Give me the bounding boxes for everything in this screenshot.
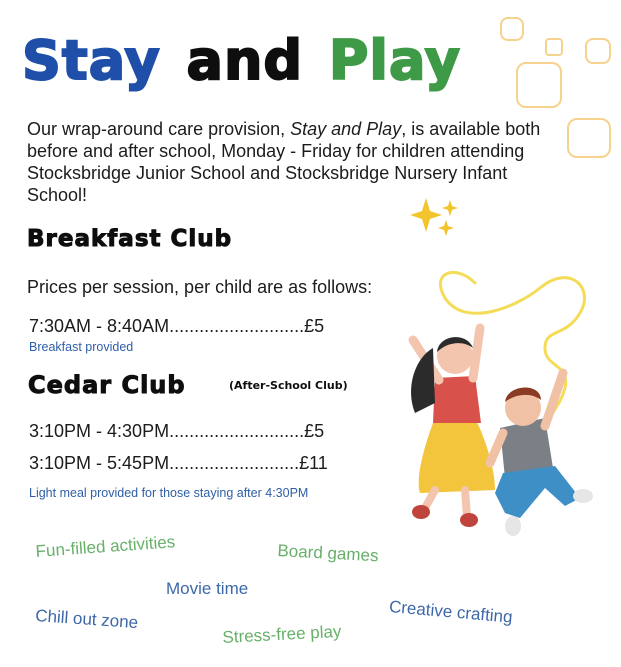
intro-emphasis: Stay and Play: [290, 119, 402, 139]
decorative-square: [585, 38, 611, 64]
title-word-and: and: [186, 29, 304, 92]
intro-text-end: , is available both before and after school, Monday - Friday for children attending Stocksbridge Junior School and Stocksbridge Nursery Infant School!: [27, 119, 541, 205]
cedar-session-row: 3:10PM - 5:45PM..........................£11: [29, 453, 328, 473]
decorative-square: [500, 17, 524, 41]
breakfast-club-heading: Breakfast Club: [27, 226, 233, 252]
cedar-club-heading: Cedar Club: [28, 371, 186, 399]
decorative-square: [545, 38, 563, 56]
activity-label: Stress-free play: [222, 621, 342, 647]
title-word-stay: Stay: [22, 29, 161, 92]
activity-label: Board games: [277, 541, 379, 566]
decorative-square: [516, 62, 562, 108]
decorative-square: [567, 118, 611, 158]
breakfast-session-row: 7:30AM - 8:40AM...........................£5: [29, 316, 325, 336]
activity-label: Chill out zone: [34, 606, 139, 633]
prices-intro-text: Prices per session, per child are as follows:: [27, 277, 373, 297]
intro-text-start: Our wrap-around care provision,: [27, 119, 291, 139]
page-title: [22, 29, 461, 92]
breakfast-note: Breakfast provided: [29, 340, 134, 354]
cedar-note: Light meal provided for those staying after 4:30PM: [29, 486, 309, 500]
jumping-kids-illustration: [395, 268, 615, 558]
activity-label: Fun-filled activities: [35, 532, 176, 561]
cedar-session-row: 3:10PM - 4:30PM...........................£5: [29, 421, 325, 441]
activity-label: Creative crafting: [388, 597, 514, 627]
sparkle-icon: [410, 196, 466, 238]
intro-paragraph: [27, 118, 567, 206]
title-word-play: Play: [328, 29, 461, 92]
cedar-club-subheading: (After-School Club): [229, 379, 348, 392]
activity-label: Movie time: [166, 579, 249, 598]
